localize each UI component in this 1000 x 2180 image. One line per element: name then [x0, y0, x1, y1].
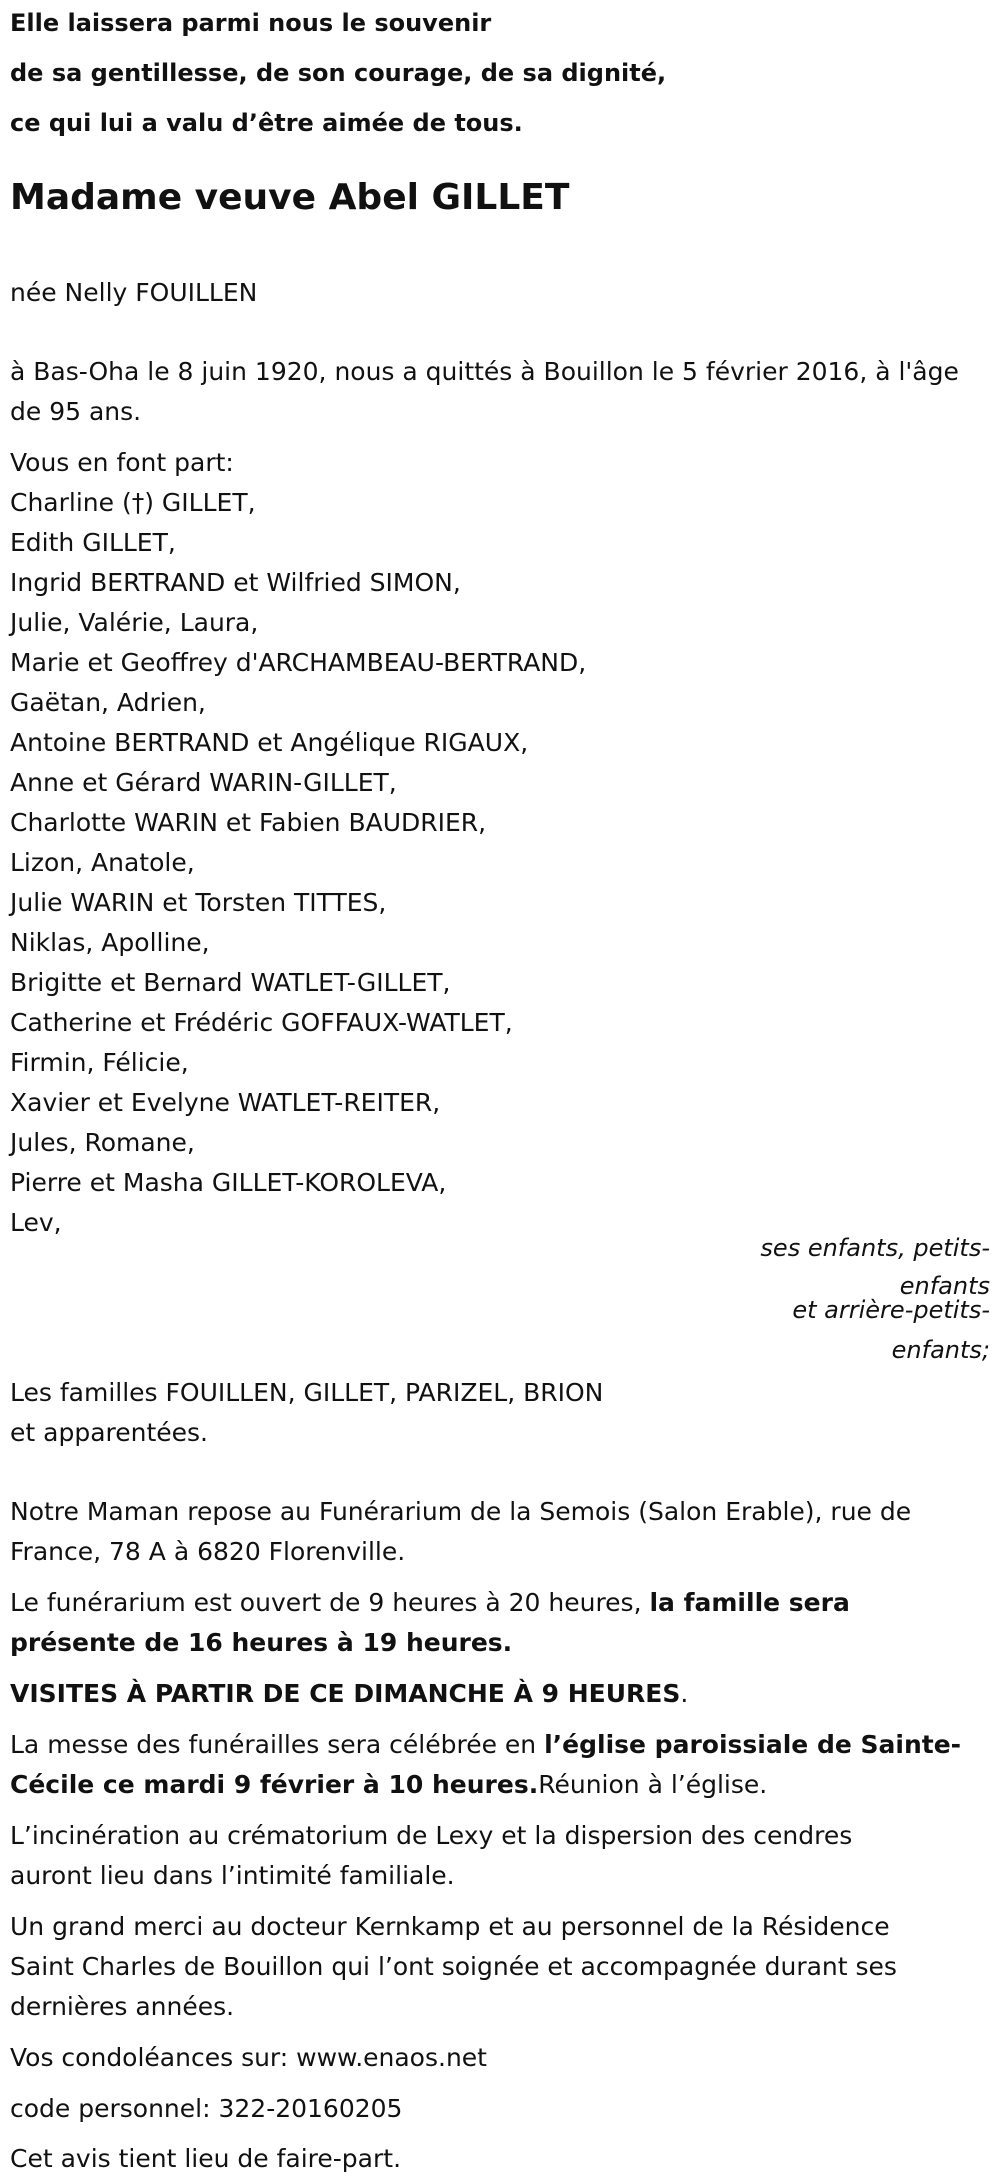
mass-emphasis: l’église paroissiale de Sainte-: [544, 1730, 962, 1759]
birth-death-line-1: à Bas-Oha le 8 juin 1920, nous a quittés à Bouillon le 5 février 2016, à l'âge: [10, 357, 959, 386]
thanks-line-3: dernières années.: [10, 1992, 235, 2021]
list-item: Julie, Valérie, Laura,: [10, 608, 259, 637]
mass-line-1: [10, 1730, 961, 1760]
rest-line-2: France, 78 A à 6820 Florenville.: [10, 1537, 406, 1566]
list-item: Xavier et Evelyne WATLET-REITER,: [10, 1088, 441, 1117]
list-item: Jules, Romane,: [10, 1128, 195, 1157]
mass-line-2: [10, 1770, 767, 1800]
visits-line: [10, 1679, 688, 1709]
relation-line-3: et arrière-petits-: [792, 1296, 990, 1324]
list-item: Brigitte et Bernard WATLET-GILLET,: [10, 968, 451, 997]
list-item: Marie et Geoffrey d'ARCHAMBEAU-BERTRAND,: [10, 648, 587, 677]
list-item: Niklas, Apolline,: [10, 928, 210, 957]
deceased-name: Madame veuve Abel GILLET: [10, 177, 570, 218]
list-item: Lev,: [10, 1208, 62, 1237]
list-item: Julie WARIN et Torsten TITTES,: [10, 888, 387, 917]
quote-line-1: Elle laissera parmi nous le souvenir: [10, 9, 492, 37]
mass-text: La messe des funérailles sera célébrée en: [10, 1730, 545, 1759]
list-item: Catherine et Frédéric GOFFAUX-WATLET,: [10, 1008, 513, 1037]
birth-name: née Nelly FOUILLEN: [10, 278, 258, 307]
list-item: Charline (†) GILLET,: [10, 488, 256, 517]
hours-line-2: [10, 1628, 512, 1658]
condolences: Vos condoléances sur: www.enaos.net: [10, 2043, 487, 2072]
quote-line-2: de sa gentillesse, de son courage, de sa dignité,: [10, 59, 667, 87]
cremation-line-1: L’incinération au crématorium de Lexy et la dispersion des cendres: [10, 1821, 853, 1850]
families-line-1: Les familles FOUILLEN, GILLET, PARIZEL, BRION: [10, 1378, 604, 1407]
relation-line-1: ses enfants, petits-: [760, 1234, 990, 1262]
list-item: Edith GILLET,: [10, 528, 176, 557]
mass-emphasis-2: Cécile ce mardi 9 février à 10 heures.: [10, 1770, 539, 1799]
cremation-line-2: auront lieu dans l’intimité familiale.: [10, 1861, 455, 1890]
relation-line-4: enfants;: [891, 1336, 990, 1364]
hours-emphasis: la famille sera: [649, 1588, 850, 1617]
announcers-intro: Vous en font part:: [10, 448, 234, 477]
mass-text-2: Réunion à l’église.: [538, 1770, 768, 1799]
visits-period: .: [680, 1679, 689, 1708]
list-item: Firmin, Félicie,: [10, 1048, 189, 1077]
visits-emphasis: VISITES À PARTIR DE CE DIMANCHE À 9 HEURES: [10, 1679, 681, 1708]
list-item: Gaëtan, Adrien,: [10, 688, 206, 717]
hours-emphasis-2: présente de 16 heures à 19 heures.: [10, 1628, 513, 1657]
list-item: Lizon, Anatole,: [10, 848, 195, 877]
hours-text: Le funérarium est ouvert de 9 heures à 20 heures,: [10, 1588, 650, 1617]
list-item: Ingrid BERTRAND et Wilfried SIMON,: [10, 568, 461, 597]
relation-line-2: enfants: [899, 1272, 990, 1300]
birth-death-line-2: de 95 ans.: [10, 397, 142, 426]
list-item: Anne et Gérard WARIN-GILLET,: [10, 768, 397, 797]
list-item: Antoine BERTRAND et Angélique RIGAUX,: [10, 728, 529, 757]
rest-line-1: Notre Maman repose au Funérarium de la Semois (Salon Erable), rue de: [10, 1497, 912, 1526]
personal-code: code personnel: 322-20160205: [10, 2094, 403, 2123]
thanks-line-2: Saint Charles de Bouillon qui l’ont soignée et accompagnée durant ses: [10, 1952, 897, 1981]
thanks-line-1: Un grand merci au docteur Kernkamp et au personnel de la Résidence: [10, 1912, 890, 1941]
families-line-2: et apparentées.: [10, 1418, 208, 1447]
quote-line-3: ce qui lui a valu d’être aimée de tous.: [10, 109, 523, 137]
hours-line-1: [10, 1588, 850, 1618]
list-item: Charlotte WARIN et Fabien BAUDRIER,: [10, 808, 487, 837]
notice-line: Cet avis tient lieu de faire-part.: [10, 2144, 402, 2173]
list-item: Pierre et Masha GILLET-KOROLEVA,: [10, 1168, 447, 1197]
